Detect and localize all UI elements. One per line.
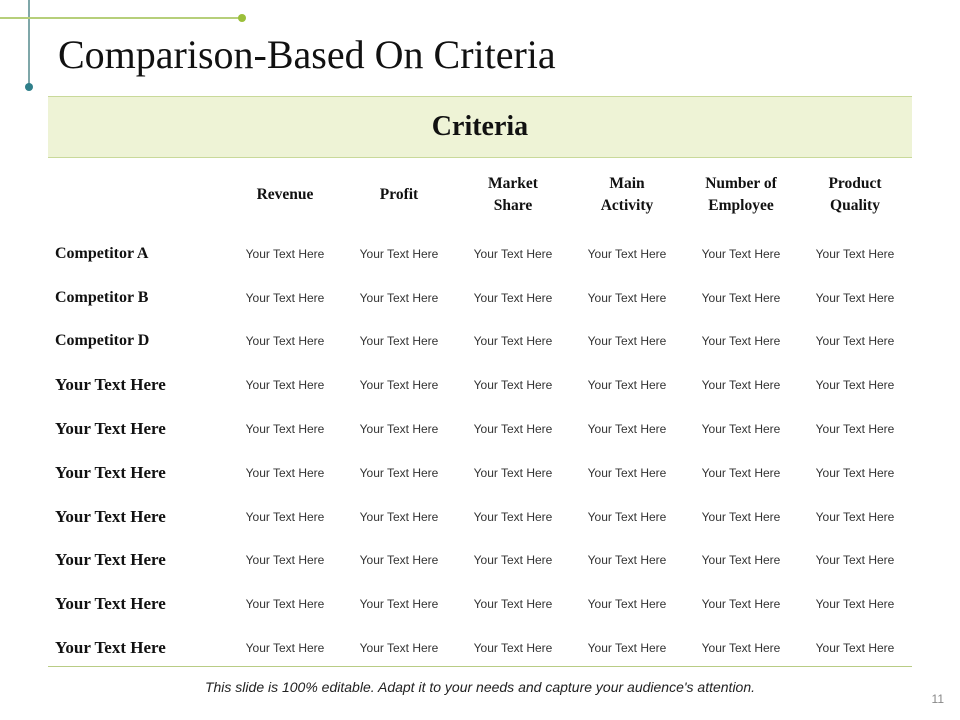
table-cell: Your Text Here — [815, 378, 895, 393]
table-cell: Your Text Here — [473, 465, 553, 480]
decorative-vertical-line — [28, 0, 30, 86]
table-cell: Your Text Here — [701, 290, 781, 305]
row-label: Competitor A — [55, 244, 149, 262]
table-cell: Your Text Here — [473, 553, 553, 568]
table-cell: Your Text Here — [245, 641, 325, 656]
table-row — [48, 582, 912, 626]
criteria-banner — [48, 96, 912, 158]
row-label: Your Text Here — [55, 419, 166, 439]
table-row — [48, 320, 912, 364]
table-cell: Your Text Here — [815, 509, 895, 524]
row-label: Competitor D — [55, 332, 150, 350]
footer-note: This slide is 100% editable. Adapt it to your needs and capture your audience's attention. — [204, 679, 756, 695]
table-cell: Your Text Here — [701, 334, 781, 349]
table-cell: Your Text Here — [245, 378, 325, 393]
table-cell: Your Text Here — [245, 422, 325, 437]
table-cell: Your Text Here — [473, 641, 553, 656]
row-label: Your Text Here — [55, 638, 166, 658]
header-cell: Main Activity — [600, 174, 654, 214]
table-cell: Your Text Here — [815, 465, 895, 480]
table-cell: Your Text Here — [701, 509, 781, 524]
table-cell: Your Text Here — [245, 290, 325, 305]
table-cell: Your Text Here — [587, 246, 667, 261]
table-cell: Your Text Here — [359, 422, 439, 437]
table-cell: Your Text Here — [245, 334, 325, 349]
header-cell: Revenue — [256, 185, 314, 203]
comparison-table — [48, 157, 912, 670]
table-cell: Your Text Here — [587, 553, 667, 568]
table-cell: Your Text Here — [587, 509, 667, 524]
table-cell: Your Text Here — [587, 422, 667, 437]
table-cell: Your Text Here — [815, 641, 895, 656]
row-label: Competitor B — [55, 288, 149, 306]
table-cell: Your Text Here — [587, 290, 667, 305]
table-cell: Your Text Here — [245, 465, 325, 480]
table-cell: Your Text Here — [587, 378, 667, 393]
table-cell: Your Text Here — [815, 597, 895, 612]
header-cell: Profit — [379, 185, 419, 203]
table-cell: Your Text Here — [815, 553, 895, 568]
table-cell: Your Text Here — [701, 641, 781, 656]
table-cell: Your Text Here — [245, 553, 325, 568]
header-cell: Market Share — [488, 174, 538, 214]
table-cell: Your Text Here — [359, 509, 439, 524]
table-row — [48, 626, 912, 670]
table-cell: Your Text Here — [359, 597, 439, 612]
table-cell: Your Text Here — [359, 246, 439, 261]
table-header-row — [48, 157, 912, 232]
table-cell: Your Text Here — [587, 641, 667, 656]
table-cell: Your Text Here — [587, 465, 667, 480]
table-cell: Your Text Here — [245, 246, 325, 261]
table-cell: Your Text Here — [815, 422, 895, 437]
row-label: Your Text Here — [55, 375, 166, 395]
table-cell: Your Text Here — [359, 553, 439, 568]
decorative-horizontal-line — [0, 17, 240, 19]
table-cell: Your Text Here — [701, 422, 781, 437]
table-cell: Your Text Here — [815, 334, 895, 349]
page-number: 11 — [931, 692, 944, 706]
table-bottom-rule — [48, 666, 912, 667]
table-row — [48, 495, 912, 539]
table-cell: Your Text Here — [473, 422, 553, 437]
table-cell: Your Text Here — [701, 597, 781, 612]
table-cell: Your Text Here — [359, 465, 439, 480]
table-cell: Your Text Here — [587, 334, 667, 349]
table-cell: Your Text Here — [701, 378, 781, 393]
table-cell: Your Text Here — [701, 465, 781, 480]
table-row — [48, 363, 912, 407]
table-cell: Your Text Here — [473, 334, 553, 349]
table-cell: Your Text Here — [815, 290, 895, 305]
table-cell: Your Text Here — [473, 597, 553, 612]
table-row — [48, 232, 912, 276]
table-cell: Your Text Here — [701, 246, 781, 261]
table-row — [48, 539, 912, 583]
table-cell: Your Text Here — [359, 290, 439, 305]
table-cell: Your Text Here — [473, 378, 553, 393]
table-body — [48, 232, 912, 670]
header-cell: Product Quality — [828, 174, 882, 214]
table-cell: Your Text Here — [245, 597, 325, 612]
slide-title: Comparison-Based On Criteria — [58, 32, 556, 77]
row-label: Your Text Here — [55, 550, 166, 570]
table-cell: Your Text Here — [359, 334, 439, 349]
table-row — [48, 407, 912, 451]
table-cell: Your Text Here — [473, 509, 553, 524]
table-cell: Your Text Here — [815, 246, 895, 261]
row-label: Your Text Here — [55, 462, 166, 482]
table-cell: Your Text Here — [359, 378, 439, 393]
table-cell: Your Text Here — [701, 553, 781, 568]
table-cell: Your Text Here — [245, 509, 325, 524]
table-cell: Your Text Here — [473, 290, 553, 305]
row-label: Your Text Here — [55, 594, 166, 614]
decorative-dot-green — [238, 14, 246, 22]
decorative-dot-teal — [25, 83, 33, 91]
table-row — [48, 276, 912, 320]
header-cell: Number of Employee — [705, 174, 777, 214]
table-row — [48, 451, 912, 495]
row-label: Your Text Here — [55, 506, 166, 526]
table-cell: Your Text Here — [473, 246, 553, 261]
table-cell: Your Text Here — [587, 597, 667, 612]
table-cell: Your Text Here — [359, 641, 439, 656]
criteria-banner-label: Criteria — [431, 111, 529, 142]
